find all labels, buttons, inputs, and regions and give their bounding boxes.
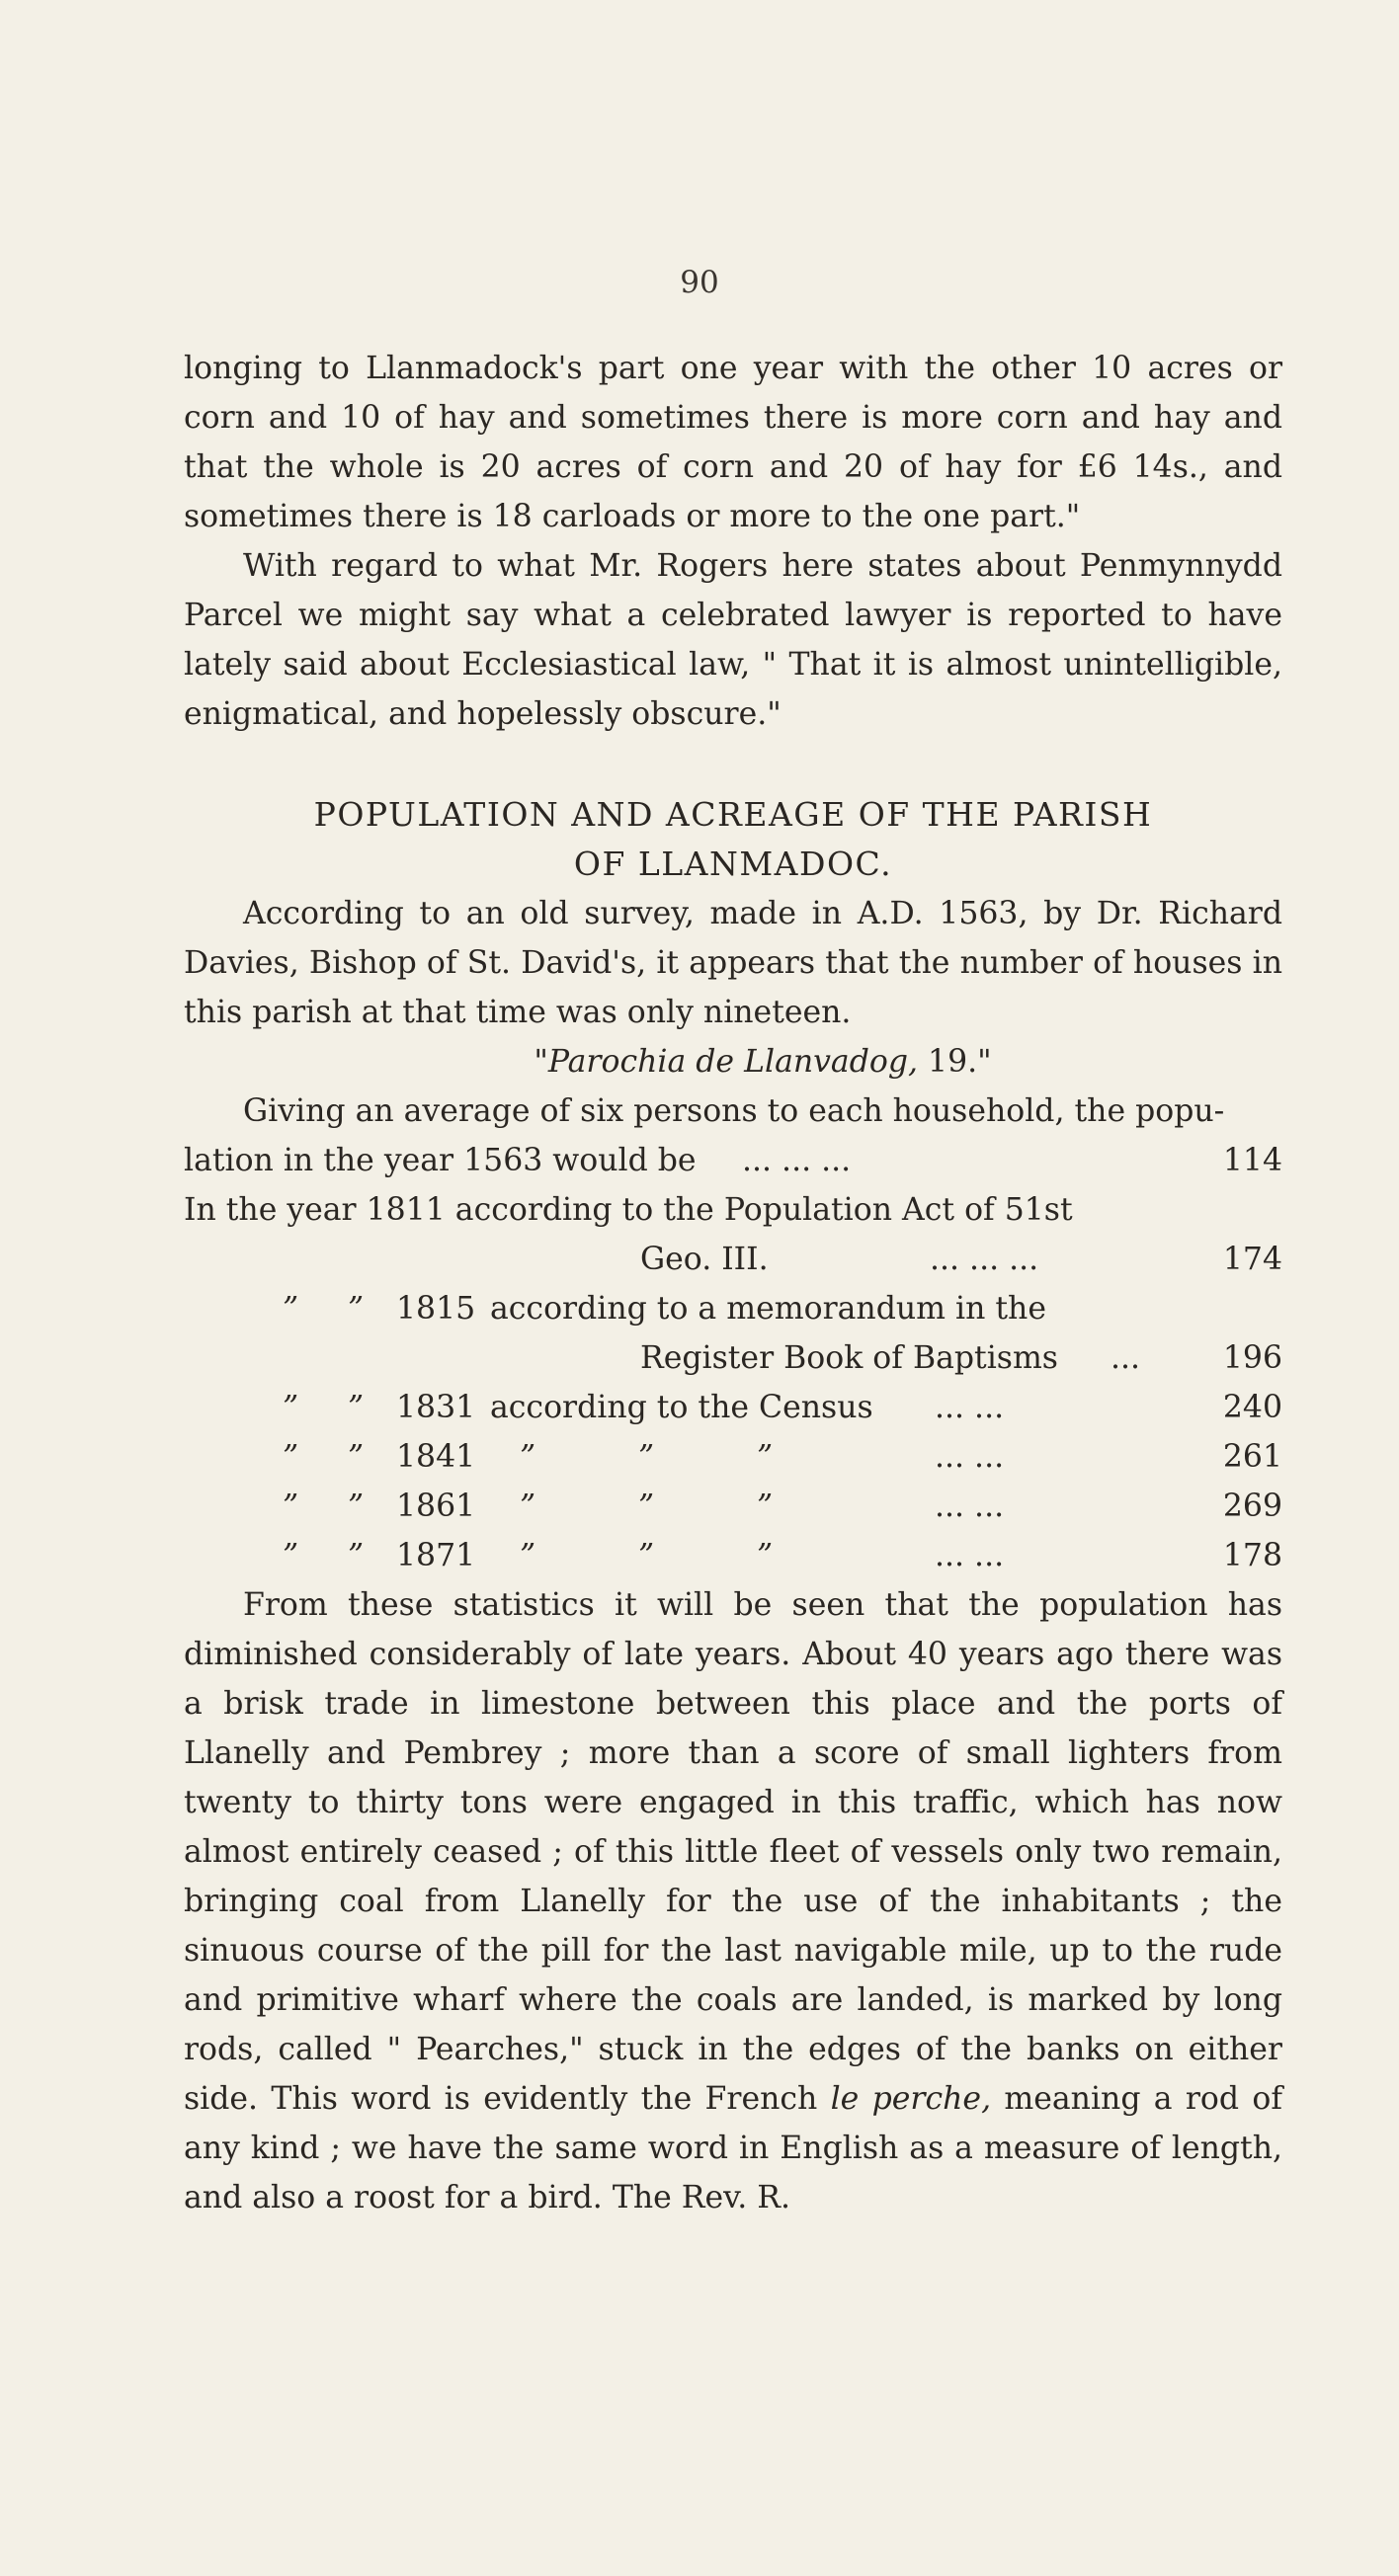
leader-dots: ... ... [935,1538,1005,1573]
survey-era: A.D. [857,896,924,931]
french-term: le perche, [830,2081,992,2117]
year-1871: 1871 [396,1538,476,1573]
ditto-mark: ” [283,1291,299,1327]
paragraph-continuation: longing to Llanmadock's part one year with the other 10 acres or corn and 10 of hay and sometimes there is more corn and hay and that the whole is 20 acres of corn and 20 of hay for £6 14s., and sometimes there is 18 carloads or more to the one part." [184,351,1282,534]
row-1815-label: according to a memorandum in the [490,1291,1046,1327]
leader-dots: ... ... ... [930,1242,1039,1277]
ditto-mark: ” [520,1439,536,1475]
page-number: 90 [680,265,719,300]
table-row [184,1185,1282,1235]
table-row [184,1432,1282,1482]
ditto-mark: ” [638,1489,655,1524]
table-row [184,1333,1282,1383]
population-1861: 269 [1222,1489,1282,1524]
ditto-mark: ” [520,1489,536,1524]
leader-dots: ... ... [935,1439,1005,1475]
ditto-mark: ” [283,1489,299,1524]
opening-paragraphs [184,344,1282,739]
table-row [184,1482,1282,1531]
ditto-mark: ” [283,1538,299,1573]
year-1841: 1841 [396,1439,476,1475]
population-1871: 178 [1222,1538,1282,1573]
survey-paragraph-block [184,889,1282,1087]
paragraph-survey [184,889,1282,1037]
paragraph-penmynnydd: With regard to what Mr. Rogers here states about Penmynnydd Parcel we might say what a celebrated lawyer is reported to have lately said about Ecclesiastical law, " That it is almost unintelligible, enigmatical, and hopelessly obscure." [184,548,1282,732]
heading-line-2: OF LLANMADOC. [573,845,893,883]
survey-text-b: 1563, by Dr. Richard Davies, Bishop of St. David's, it appears that the number of houses in this parish at that time was only nineteen. [184,896,1282,1030]
intro-line-1: Giving an average of six persons to each household, the popu- [243,1093,1225,1129]
table-row [184,1136,1282,1185]
ditto-mark: ” [520,1538,536,1573]
ditto-mark: ” [348,1291,365,1327]
table-row [184,1284,1282,1333]
row-1831-label: according to the Census [490,1390,873,1425]
population-1831: 240 [1222,1390,1282,1425]
heading-line-1: POPULATION AND ACREAGE OF THE PARISH [313,795,1153,834]
population-1563: 114 [1222,1143,1282,1178]
table-row [184,1235,1282,1284]
row-1811-label: In the year 1811 according to the Population Act of 51st [184,1192,1073,1228]
table-row [184,1087,1282,1136]
statistics-text: From these statistics it will be seen that the population has diminished considerably of late years. About 40 years ago there was a brisk trade in limestone between this place and the ports of Llanelly and Pembrey ; more than a score of small lighters from twenty to thirty tons were engaged in this traffic, which has now almost entirely ceased ; of this little fleet of vessels only two remain, bringing coal from Llanelly for the use of the inhabitants ; the sinuous course of the pill for the last navigable mile, up to the rude and primitive wharf where the coals are landed, is marked by long rods, called " Pearches," stuck in the edges of the banks on either side. This word is evidently the French [184,1587,1282,2117]
population-table [184,1087,1282,1580]
ditto-mark: ” [348,1538,365,1573]
ditto-mark: ” [348,1489,365,1524]
ditto-mark: ” [638,1439,655,1475]
year-1815: 1815 [396,1291,476,1327]
population-1815: 196 [1222,1340,1282,1376]
leader-dots: ... ... [935,1489,1005,1524]
ditto-mark: ” [348,1390,365,1425]
survey-text-a: According to an old survey, made in [243,896,858,931]
ditto-mark: ” [757,1489,774,1524]
latin-quote [184,1037,1282,1087]
row-1811-label-b: Geo. III. [640,1242,769,1277]
leader-dots: ... ... [935,1390,1005,1425]
population-1811: 174 [1222,1242,1282,1277]
ditto-mark: ” [283,1439,299,1475]
year-1861: 1861 [396,1489,476,1524]
ditto-mark: ” [638,1538,655,1573]
ditto-mark: ” [757,1538,774,1573]
quote-latin: Parochia de Llanvadog, [547,1044,919,1080]
ditto-mark: ” [348,1439,365,1475]
leader-dots: ... [1111,1340,1141,1376]
table-row [184,1531,1282,1580]
year-1831: 1831 [396,1390,476,1425]
intro-line-2: lation in the year 1563 would be [184,1143,697,1178]
quote-open: " [534,1044,548,1080]
ditto-mark: ” [757,1439,774,1475]
ditto-mark: ” [283,1390,299,1425]
paragraph-statistics [184,1580,1282,2222]
section-heading [184,790,1282,889]
leader-dots: ... ... ... [742,1143,852,1178]
population-1841: 261 [1222,1439,1282,1475]
table-row [184,1383,1282,1432]
row-1815-label-b: Register Book of Baptisms [640,1340,1058,1376]
quote-close: 19." [918,1044,992,1080]
closing-paragraph-block [184,1580,1282,2222]
statistics-text-end: meaning a rod of any kind ; we have the same word in English as a measure of length, and also a roost for a bird. The Rev. R. [184,2081,1282,2215]
